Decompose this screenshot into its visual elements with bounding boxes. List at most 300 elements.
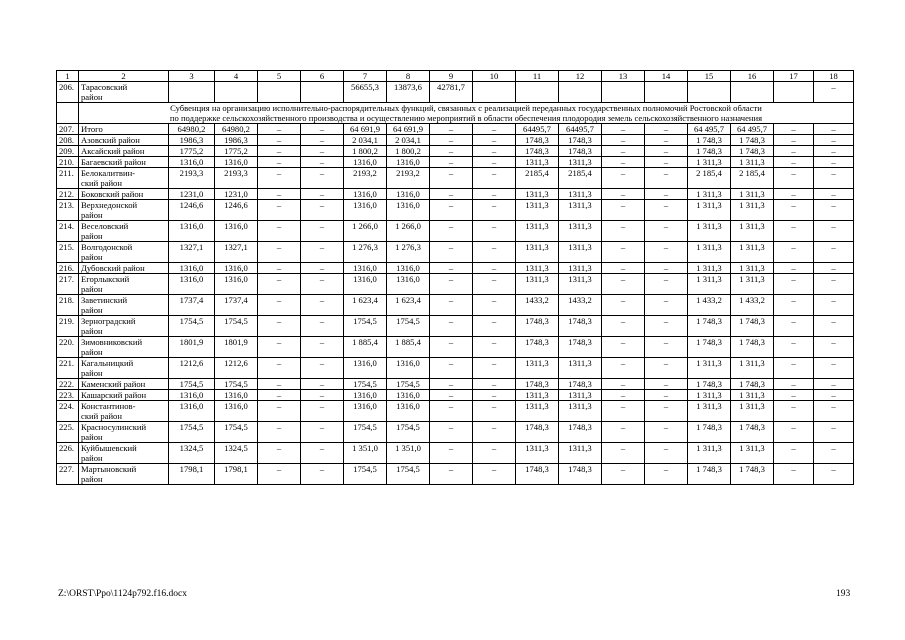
table-cell-value: 64980,2 bbox=[215, 124, 258, 135]
table-cell-value: 1316,0 bbox=[344, 189, 387, 200]
table-cell-value: 56655,3 bbox=[344, 82, 387, 103]
table-cell-value: 1 311,3 bbox=[688, 401, 731, 422]
table-cell-value: 1311,3 bbox=[516, 358, 559, 379]
table-row bbox=[57, 295, 854, 316]
table-cell-value: 1 311,3 bbox=[688, 358, 731, 379]
table-cell-value: 1311,3 bbox=[516, 401, 559, 422]
table-cell-value: – bbox=[301, 157, 344, 168]
table-cell-value: 1 311,3 bbox=[688, 200, 731, 221]
table-cell-value: – bbox=[814, 274, 854, 295]
table-cell-value: 1748,3 bbox=[516, 135, 559, 146]
table-cell-value: 1754,5 bbox=[344, 379, 387, 390]
district-name-line: район bbox=[81, 326, 103, 336]
table-cell-value: – bbox=[258, 401, 301, 422]
table-cell-value: 1748,3 bbox=[559, 146, 602, 157]
table-cell-name bbox=[79, 263, 169, 274]
table-cell-name bbox=[79, 295, 169, 316]
table-row bbox=[57, 358, 854, 379]
table-cell-value: – bbox=[602, 263, 645, 274]
table-cell-value: – bbox=[774, 337, 814, 358]
table-cell-value: 1316,0 bbox=[169, 263, 215, 274]
table-cell-value: – bbox=[301, 189, 344, 200]
table-cell-value: 1316,0 bbox=[344, 157, 387, 168]
table-cell-value: 1212,6 bbox=[169, 358, 215, 379]
table-cell-value: – bbox=[602, 189, 645, 200]
table-cell-value: – bbox=[645, 358, 688, 379]
district-name-line: Тарасовский bbox=[81, 82, 128, 92]
table-cell-number: 226. bbox=[57, 443, 79, 464]
column-header: 2 bbox=[79, 71, 169, 82]
column-header: 9 bbox=[430, 71, 473, 82]
table-cell-value: – bbox=[814, 146, 854, 157]
table-cell-value: 1311,3 bbox=[559, 263, 602, 274]
table-cell-value: – bbox=[430, 390, 473, 401]
table-cell-value: – bbox=[473, 379, 516, 390]
table-cell-value: – bbox=[645, 221, 688, 242]
table-cell-value: 2193,3 bbox=[215, 168, 258, 189]
table-cell-value: – bbox=[774, 242, 814, 263]
table-row bbox=[57, 157, 854, 168]
table-cell-value: – bbox=[602, 390, 645, 401]
table-cell-value: – bbox=[645, 422, 688, 443]
table-cell-value: 1433,2 bbox=[516, 295, 559, 316]
column-header: 16 bbox=[731, 71, 774, 82]
table-cell-value bbox=[516, 82, 559, 103]
table-cell-value: 1311,3 bbox=[516, 189, 559, 200]
table-cell-value: – bbox=[774, 157, 814, 168]
table-cell-value: – bbox=[645, 242, 688, 263]
table-cell-value: – bbox=[473, 337, 516, 358]
table-cell-name bbox=[79, 358, 169, 379]
table-cell-number: 222. bbox=[57, 379, 79, 390]
table-cell-value: 1316,0 bbox=[344, 390, 387, 401]
table-cell-value: – bbox=[645, 189, 688, 200]
district-name-line: район bbox=[81, 305, 103, 315]
table-cell-value: 1316,0 bbox=[344, 401, 387, 422]
table-cell-value: – bbox=[258, 168, 301, 189]
table-cell-value: – bbox=[301, 401, 344, 422]
table-cell-number: 224. bbox=[57, 401, 79, 422]
table-cell-value: – bbox=[814, 379, 854, 390]
table-cell-value: – bbox=[258, 135, 301, 146]
table-cell-value: – bbox=[301, 390, 344, 401]
district-name-line: Итого bbox=[81, 124, 103, 134]
table-cell-value: 1 800,2 bbox=[387, 146, 430, 157]
table-cell-number: 219. bbox=[57, 316, 79, 337]
table-cell-value: – bbox=[774, 390, 814, 401]
column-header: 14 bbox=[645, 71, 688, 82]
table-cell-value: 1 311,3 bbox=[688, 242, 731, 263]
table-cell-value: – bbox=[430, 295, 473, 316]
table-cell-number: 213. bbox=[57, 200, 79, 221]
table-cell-value: – bbox=[301, 295, 344, 316]
column-header: 18 bbox=[814, 71, 854, 82]
table-cell-value: 1316,0 bbox=[169, 274, 215, 295]
table-cell-value: – bbox=[258, 379, 301, 390]
district-name-line: Зерноградский bbox=[81, 316, 136, 326]
table-cell-value: 1327,1 bbox=[169, 242, 215, 263]
table-cell-number: 212. bbox=[57, 189, 79, 200]
table-cell-value: – bbox=[774, 124, 814, 135]
budget-table bbox=[56, 70, 854, 485]
table-cell-value: 1327,1 bbox=[215, 242, 258, 263]
table-cell-value: – bbox=[473, 443, 516, 464]
district-name-line: район bbox=[81, 368, 103, 378]
table-cell-value: – bbox=[814, 124, 854, 135]
table-cell-value: – bbox=[645, 443, 688, 464]
column-header: 11 bbox=[516, 71, 559, 82]
table-cell-value: – bbox=[814, 221, 854, 242]
table-cell-value: 1 311,3 bbox=[731, 390, 774, 401]
table-cell-value: 1316,0 bbox=[387, 263, 430, 274]
table-cell-value: – bbox=[258, 422, 301, 443]
table-row bbox=[57, 337, 854, 358]
district-name-line: Аксайский район bbox=[81, 146, 145, 156]
table-cell-value: – bbox=[301, 200, 344, 221]
district-name-line: Веселовский bbox=[81, 221, 129, 231]
district-name-line: ский район bbox=[81, 411, 122, 421]
table-cell-value: 1 748,3 bbox=[688, 316, 731, 337]
table-cell-value: 1 311,3 bbox=[688, 274, 731, 295]
section-note-row bbox=[57, 103, 854, 124]
district-name-line: район bbox=[81, 92, 103, 102]
table-cell-value bbox=[731, 82, 774, 103]
table-cell-number: 207. bbox=[57, 124, 79, 135]
table-cell-value: – bbox=[814, 401, 854, 422]
table-cell-number: 227. bbox=[57, 464, 79, 485]
table-cell-value: 1212,6 bbox=[215, 358, 258, 379]
column-header: 13 bbox=[602, 71, 645, 82]
table-cell-value: 1 311,3 bbox=[731, 221, 774, 242]
table-cell-value: – bbox=[814, 242, 854, 263]
table-cell-value: – bbox=[258, 295, 301, 316]
table-cell-name bbox=[79, 464, 169, 485]
table-cell-value: 1 748,3 bbox=[731, 464, 774, 485]
table-cell-value: – bbox=[774, 358, 814, 379]
table-row bbox=[57, 200, 854, 221]
table-cell-value: 1 311,3 bbox=[688, 263, 731, 274]
table-cell-name bbox=[79, 274, 169, 295]
column-header: 17 bbox=[774, 71, 814, 82]
district-name-line: Егорлыкский bbox=[81, 274, 130, 284]
table-cell-value: 1986,3 bbox=[215, 135, 258, 146]
table-cell-value: – bbox=[602, 200, 645, 221]
table-cell-value: – bbox=[473, 390, 516, 401]
table-row bbox=[57, 135, 854, 146]
table-cell-value: – bbox=[774, 135, 814, 146]
table-cell-value: 1748,3 bbox=[516, 464, 559, 485]
table-cell-value: – bbox=[602, 443, 645, 464]
table-cell-value: 1316,0 bbox=[215, 274, 258, 295]
column-header: 8 bbox=[387, 71, 430, 82]
table-cell-value: – bbox=[602, 295, 645, 316]
district-name-line: Дубовский район bbox=[81, 263, 145, 273]
table-cell-value: 1748,3 bbox=[516, 337, 559, 358]
table-cell-value: 1316,0 bbox=[169, 157, 215, 168]
table-cell-value: 1754,5 bbox=[344, 464, 387, 485]
table-cell-value: – bbox=[645, 390, 688, 401]
table-cell-value: – bbox=[814, 168, 854, 189]
table-cell-value: 1311,3 bbox=[559, 242, 602, 263]
table-cell-value: – bbox=[814, 422, 854, 443]
table-cell-value: – bbox=[774, 401, 814, 422]
table-cell-value: – bbox=[258, 316, 301, 337]
table-cell-value: 1 623,4 bbox=[387, 295, 430, 316]
table-cell-value: – bbox=[473, 263, 516, 274]
table-cell-value: – bbox=[258, 464, 301, 485]
table-cell-value: – bbox=[430, 401, 473, 422]
table-cell-value: 1754,5 bbox=[387, 422, 430, 443]
table-cell-value: 1311,3 bbox=[516, 263, 559, 274]
table-cell-value: – bbox=[602, 146, 645, 157]
table-cell-value bbox=[473, 82, 516, 103]
table-cell-value: 1 311,3 bbox=[731, 242, 774, 263]
table-cell-value: 1 748,3 bbox=[688, 422, 731, 443]
table-cell-value: 1311,3 bbox=[559, 443, 602, 464]
table-cell-value: – bbox=[301, 274, 344, 295]
table-cell-value: – bbox=[602, 274, 645, 295]
table-cell-value: 1 748,3 bbox=[731, 379, 774, 390]
table-cell-value: – bbox=[301, 358, 344, 379]
table-cell-value: 1316,0 bbox=[215, 390, 258, 401]
table-cell-value: 1754,5 bbox=[169, 379, 215, 390]
table-cell-value bbox=[774, 82, 814, 103]
table-cell-value: – bbox=[430, 146, 473, 157]
table-cell-value: 64 495,7 bbox=[731, 124, 774, 135]
table-cell-value: 1748,3 bbox=[516, 146, 559, 157]
table-cell-name bbox=[79, 316, 169, 337]
table-cell-value: – bbox=[814, 358, 854, 379]
table-cell-value: 2193,2 bbox=[387, 168, 430, 189]
table-cell-value: – bbox=[774, 263, 814, 274]
table-cell-value: 1324,5 bbox=[169, 443, 215, 464]
district-name-line: район bbox=[81, 432, 103, 442]
table-cell-value: – bbox=[430, 242, 473, 263]
table-cell-value: – bbox=[645, 168, 688, 189]
table-cell-value: – bbox=[301, 146, 344, 157]
table-cell-value: – bbox=[301, 337, 344, 358]
table-cell-value: 1754,5 bbox=[169, 422, 215, 443]
table-cell-value: – bbox=[814, 316, 854, 337]
table-cell-value: 1754,5 bbox=[215, 316, 258, 337]
table-cell-value: – bbox=[258, 263, 301, 274]
table-cell-value bbox=[215, 82, 258, 103]
table-cell-value: 1 433,2 bbox=[731, 295, 774, 316]
table-cell-name bbox=[79, 135, 169, 146]
table-cell-value: 1311,3 bbox=[516, 390, 559, 401]
table-cell-value: 1311,3 bbox=[516, 274, 559, 295]
table-cell-value: 1311,3 bbox=[559, 358, 602, 379]
table-cell-value: 1 311,3 bbox=[688, 157, 731, 168]
table-cell-value: – bbox=[430, 464, 473, 485]
table-cell-number: 214. bbox=[57, 221, 79, 242]
column-header: 15 bbox=[688, 71, 731, 82]
table-cell-value bbox=[169, 82, 215, 103]
section-note-cell bbox=[79, 103, 854, 124]
table-cell-value: – bbox=[645, 135, 688, 146]
district-name-line: район bbox=[81, 453, 103, 463]
table-cell-value: 1 276,3 bbox=[387, 242, 430, 263]
table-cell-value: – bbox=[473, 295, 516, 316]
table-cell-value: 1 311,3 bbox=[731, 189, 774, 200]
table-cell-value: 1 351,0 bbox=[344, 443, 387, 464]
table-cell-value: – bbox=[602, 358, 645, 379]
district-name-line: Красносулинский bbox=[81, 422, 147, 432]
table-cell-value: 1311,3 bbox=[559, 189, 602, 200]
table-row bbox=[57, 316, 854, 337]
table-cell-value: 1737,4 bbox=[215, 295, 258, 316]
table-cell-value: 1748,3 bbox=[516, 316, 559, 337]
table-cell-number: 209. bbox=[57, 146, 79, 157]
table-cell-value: – bbox=[301, 242, 344, 263]
table-cell-value: 1775,2 bbox=[215, 146, 258, 157]
table-cell-value: – bbox=[258, 242, 301, 263]
table-cell-value bbox=[301, 82, 344, 103]
district-name-line: район bbox=[81, 231, 103, 241]
table-cell-value: – bbox=[814, 189, 854, 200]
table-cell-value: 1 433,2 bbox=[688, 295, 731, 316]
table-cell-value: 64495,7 bbox=[559, 124, 602, 135]
table-cell-value: 1754,5 bbox=[215, 422, 258, 443]
table-row bbox=[57, 379, 854, 390]
table-cell-value: – bbox=[430, 443, 473, 464]
table-cell-number: 225. bbox=[57, 422, 79, 443]
table-cell-value: 1 885,4 bbox=[387, 337, 430, 358]
note-spacer bbox=[57, 103, 79, 124]
table-cell-value: 1798,1 bbox=[169, 464, 215, 485]
table-cell-value: – bbox=[473, 124, 516, 135]
district-name-line: Мартыновский bbox=[81, 464, 137, 474]
table-cell-value: 1324,5 bbox=[215, 443, 258, 464]
district-name-line: Заветинский bbox=[81, 295, 128, 305]
table-cell-value: 1316,0 bbox=[387, 157, 430, 168]
table-cell-value: – bbox=[645, 316, 688, 337]
note-line: Субвенция на организацию исполнительно-распорядительных функций, связанных с реализацией переданных государственных полномочий Ростовской области bbox=[170, 103, 762, 113]
table-cell-value: – bbox=[430, 124, 473, 135]
table-cell-value: – bbox=[301, 135, 344, 146]
table-cell-value: – bbox=[430, 189, 473, 200]
table-cell-value: 1 748,3 bbox=[688, 146, 731, 157]
table-cell-value: 1754,5 bbox=[387, 464, 430, 485]
table-cell-value: – bbox=[258, 157, 301, 168]
table-cell-value: – bbox=[473, 157, 516, 168]
table-cell-value: 2 185,4 bbox=[688, 168, 731, 189]
table-cell-value: 1316,0 bbox=[387, 401, 430, 422]
table-cell-value: – bbox=[645, 146, 688, 157]
table-row bbox=[57, 401, 854, 422]
table-cell-value: 1 311,3 bbox=[688, 221, 731, 242]
table-cell-value: – bbox=[774, 200, 814, 221]
table-cell-value: – bbox=[645, 200, 688, 221]
table-cell-value: – bbox=[301, 221, 344, 242]
table-row bbox=[57, 124, 854, 135]
table-cell-value: 1311,3 bbox=[516, 200, 559, 221]
table-row bbox=[57, 263, 854, 274]
table-cell-value: 1311,3 bbox=[516, 221, 559, 242]
table-cell-value: – bbox=[602, 379, 645, 390]
table-cell-value: 1 748,3 bbox=[731, 316, 774, 337]
table-cell-value: – bbox=[430, 316, 473, 337]
table-cell-value: 1316,0 bbox=[215, 157, 258, 168]
table-cell-value: – bbox=[430, 422, 473, 443]
table-cell-value: 1 311,3 bbox=[688, 390, 731, 401]
district-name-line: Азовский район bbox=[81, 135, 140, 145]
table-cell-value: – bbox=[430, 157, 473, 168]
district-name-line: район bbox=[81, 252, 103, 262]
table-cell-value: – bbox=[258, 146, 301, 157]
table-cell-value: – bbox=[473, 464, 516, 485]
table-cell-value: 1311,3 bbox=[559, 390, 602, 401]
table-cell-value: – bbox=[774, 146, 814, 157]
table-cell-value: 2 034,1 bbox=[344, 135, 387, 146]
table-cell-value: – bbox=[430, 135, 473, 146]
table-cell-value: 42781,7 bbox=[430, 82, 473, 103]
table-cell-value: 1 748,3 bbox=[731, 146, 774, 157]
table-cell-value: 13873,6 bbox=[387, 82, 430, 103]
table-cell-value: 1754,5 bbox=[387, 379, 430, 390]
table-cell-value: 1311,3 bbox=[516, 242, 559, 263]
table-row bbox=[57, 168, 854, 189]
table-cell-value: 1316,0 bbox=[215, 221, 258, 242]
table-row bbox=[57, 274, 854, 295]
table-cell-name bbox=[79, 337, 169, 358]
table-cell-value: – bbox=[473, 422, 516, 443]
table-cell-value: 1311,3 bbox=[559, 274, 602, 295]
table-cell-value: – bbox=[602, 242, 645, 263]
table-cell-name bbox=[79, 82, 169, 103]
district-name-line: район bbox=[81, 474, 103, 484]
table-cell-value: – bbox=[430, 263, 473, 274]
table-cell-value: – bbox=[258, 390, 301, 401]
district-name-line: район bbox=[81, 210, 103, 220]
district-name-line: Зимовниковский bbox=[81, 337, 143, 347]
table-cell-value: 1 311,3 bbox=[731, 443, 774, 464]
table-cell-value: 1 351,0 bbox=[387, 443, 430, 464]
table-row bbox=[57, 464, 854, 485]
table-cell-value: – bbox=[258, 189, 301, 200]
table-cell-value: – bbox=[814, 295, 854, 316]
table-cell-number: 223. bbox=[57, 390, 79, 401]
page-number: 193 bbox=[836, 589, 851, 599]
table-cell-value: – bbox=[473, 189, 516, 200]
footer-file-path: Z:\ORST\Ppo\1124p792.f16.docx bbox=[58, 589, 187, 599]
table-cell-value: – bbox=[774, 379, 814, 390]
table-cell-value: 1311,3 bbox=[516, 443, 559, 464]
table-cell-value: – bbox=[258, 337, 301, 358]
table-cell-value: 2 034,1 bbox=[387, 135, 430, 146]
table-cell-value: 1748,3 bbox=[516, 422, 559, 443]
table-cell-value: – bbox=[814, 135, 854, 146]
table-cell-value: – bbox=[645, 157, 688, 168]
table-cell-value: 1748,3 bbox=[559, 337, 602, 358]
district-name-line: Багаевский район bbox=[81, 157, 146, 167]
table-cell-number: 215. bbox=[57, 242, 79, 263]
table-cell-value: – bbox=[473, 168, 516, 189]
table-cell-value: 1316,0 bbox=[387, 189, 430, 200]
table-cell-value: – bbox=[602, 221, 645, 242]
table-cell-value: – bbox=[430, 274, 473, 295]
table-cell-name bbox=[79, 157, 169, 168]
table-cell-value: 1 885,4 bbox=[344, 337, 387, 358]
table-cell-value: – bbox=[774, 443, 814, 464]
table-cell-value: 1316,0 bbox=[344, 274, 387, 295]
table-cell-value: 1801,9 bbox=[169, 337, 215, 358]
table-cell-value: 64 495,7 bbox=[688, 124, 731, 135]
table-cell-number: 208. bbox=[57, 135, 79, 146]
column-header: 1 bbox=[57, 71, 79, 82]
table-header-row bbox=[57, 71, 854, 82]
column-header: 6 bbox=[301, 71, 344, 82]
